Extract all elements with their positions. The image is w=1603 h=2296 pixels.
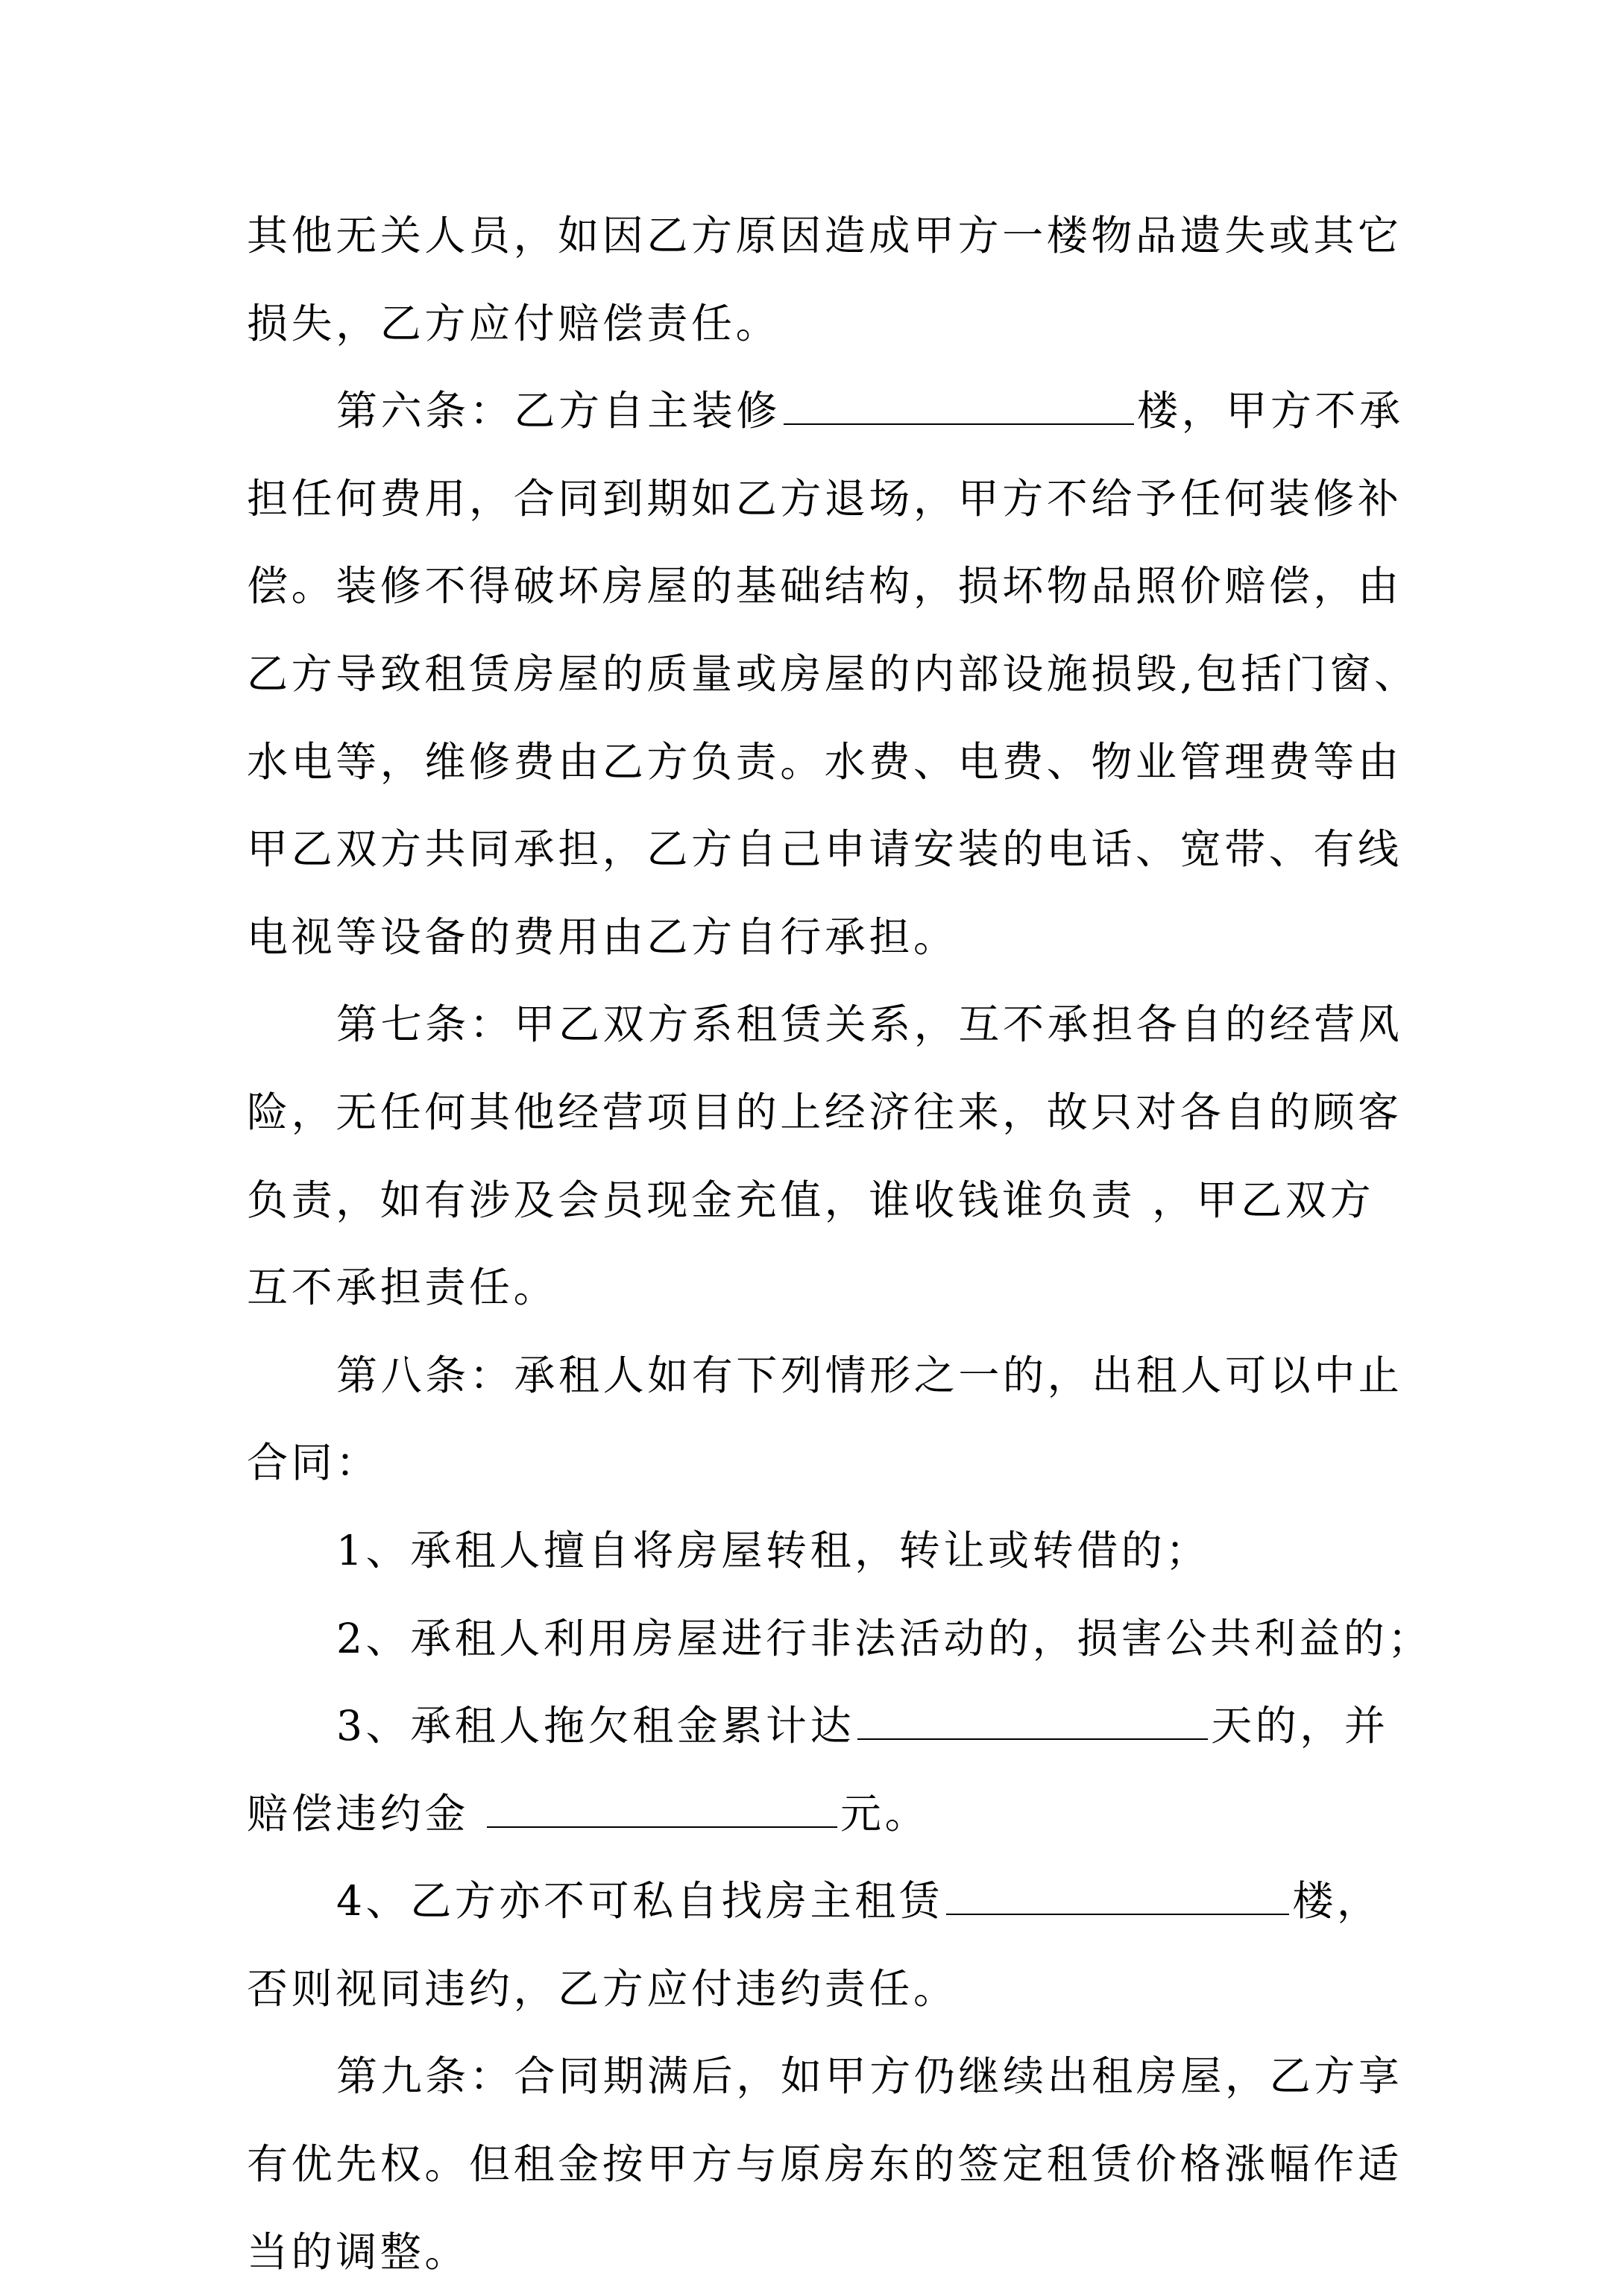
floor-blank[interactable] xyxy=(946,1880,1289,1915)
item-4-line-2: 否则视同违约，乙方应付违约责任。 xyxy=(247,1964,958,2013)
text-line: 互不承担责任。 xyxy=(247,1264,558,1312)
article-6-end: 楼，甲方不承 xyxy=(1137,387,1404,435)
item-1-line: 1、承租人擅自将房屋转租，转让或转借的； xyxy=(336,1526,1210,1574)
text-line: 损失，乙方应付赔偿责任。 xyxy=(247,299,781,347)
item-3-end: 天的，并 xyxy=(1211,1702,1389,1750)
text-line: 水电等，维修费由乙方负责。水费、电费、物业管理费等由 xyxy=(247,737,1402,786)
article-6-start: 第六条：乙方自主装修 xyxy=(336,387,781,435)
article-9-line: 第九条：合同期满后，如甲方仍继续出租房屋，乙方享 xyxy=(336,2052,1403,2101)
text-line: 担任何费用，合同到期如乙方退场，甲方不给予任何装修补 xyxy=(247,474,1402,523)
item-3-line-2-end: 元。 xyxy=(840,1789,930,1838)
article-6-line xyxy=(247,368,1404,455)
penalty-blank[interactable] xyxy=(487,1793,837,1828)
item-4-line xyxy=(247,1858,1380,1946)
article-8-line: 第八条：承租人如有下列情形之一的，出租人可以中止 xyxy=(336,1351,1403,1399)
item-3-start: 3、承租人拖欠租金累计达 xyxy=(336,1702,855,1750)
text-line: 乙方导致租赁房屋的质量或房屋的内部设施损毁,包括门窗、 xyxy=(247,649,1419,698)
item-3-line-2-start: 赔偿违约金 xyxy=(247,1789,470,1838)
contract-text xyxy=(247,192,1432,2296)
text-line: 负责，如有涉及会员现金充值，谁收钱谁负责 ，甲乙双方 xyxy=(247,1176,1375,1224)
article-6-blank[interactable] xyxy=(784,390,1134,425)
item-2-line: 2、承租人利用房屋进行非法活动的，损害公共利益的； xyxy=(336,1614,1432,1662)
item-4-end: 楼， xyxy=(1292,1877,1382,1926)
text-line: 其他无关人员，如因乙方原因造成甲方一楼物品遗失或其它 xyxy=(247,212,1402,259)
text-line: 险，无任何其他经营项目的上经济往来，故只对各自的顾客 xyxy=(247,1088,1402,1136)
item-3-line-2 xyxy=(247,1770,1380,1858)
text-line: 偿。装修不得破坏房屋的基础结构，损坏物品照价赔偿，由 xyxy=(247,562,1402,611)
item-4-start: 4、乙方亦不可私自找房主租赁 xyxy=(336,1877,944,1926)
text-line: 合同： xyxy=(247,1439,380,1487)
item-3-line xyxy=(247,1682,1389,1770)
text-line: 电视等设备的费用由乙方自行承担。 xyxy=(247,912,958,961)
text-line: 当的调整。 xyxy=(247,2227,470,2276)
article-7-line: 第七条：甲乙双方系租赁关系，互不承担各自的经营风 xyxy=(336,1000,1403,1049)
days-blank[interactable] xyxy=(857,1705,1208,1740)
text-line: 甲乙双方共同承担，乙方自己申请安装的电话、宽带、有线 xyxy=(247,825,1402,874)
text-line: 有优先权。但租金按甲方与原房东的签定租赁价格涨幅作适 xyxy=(247,2140,1402,2189)
